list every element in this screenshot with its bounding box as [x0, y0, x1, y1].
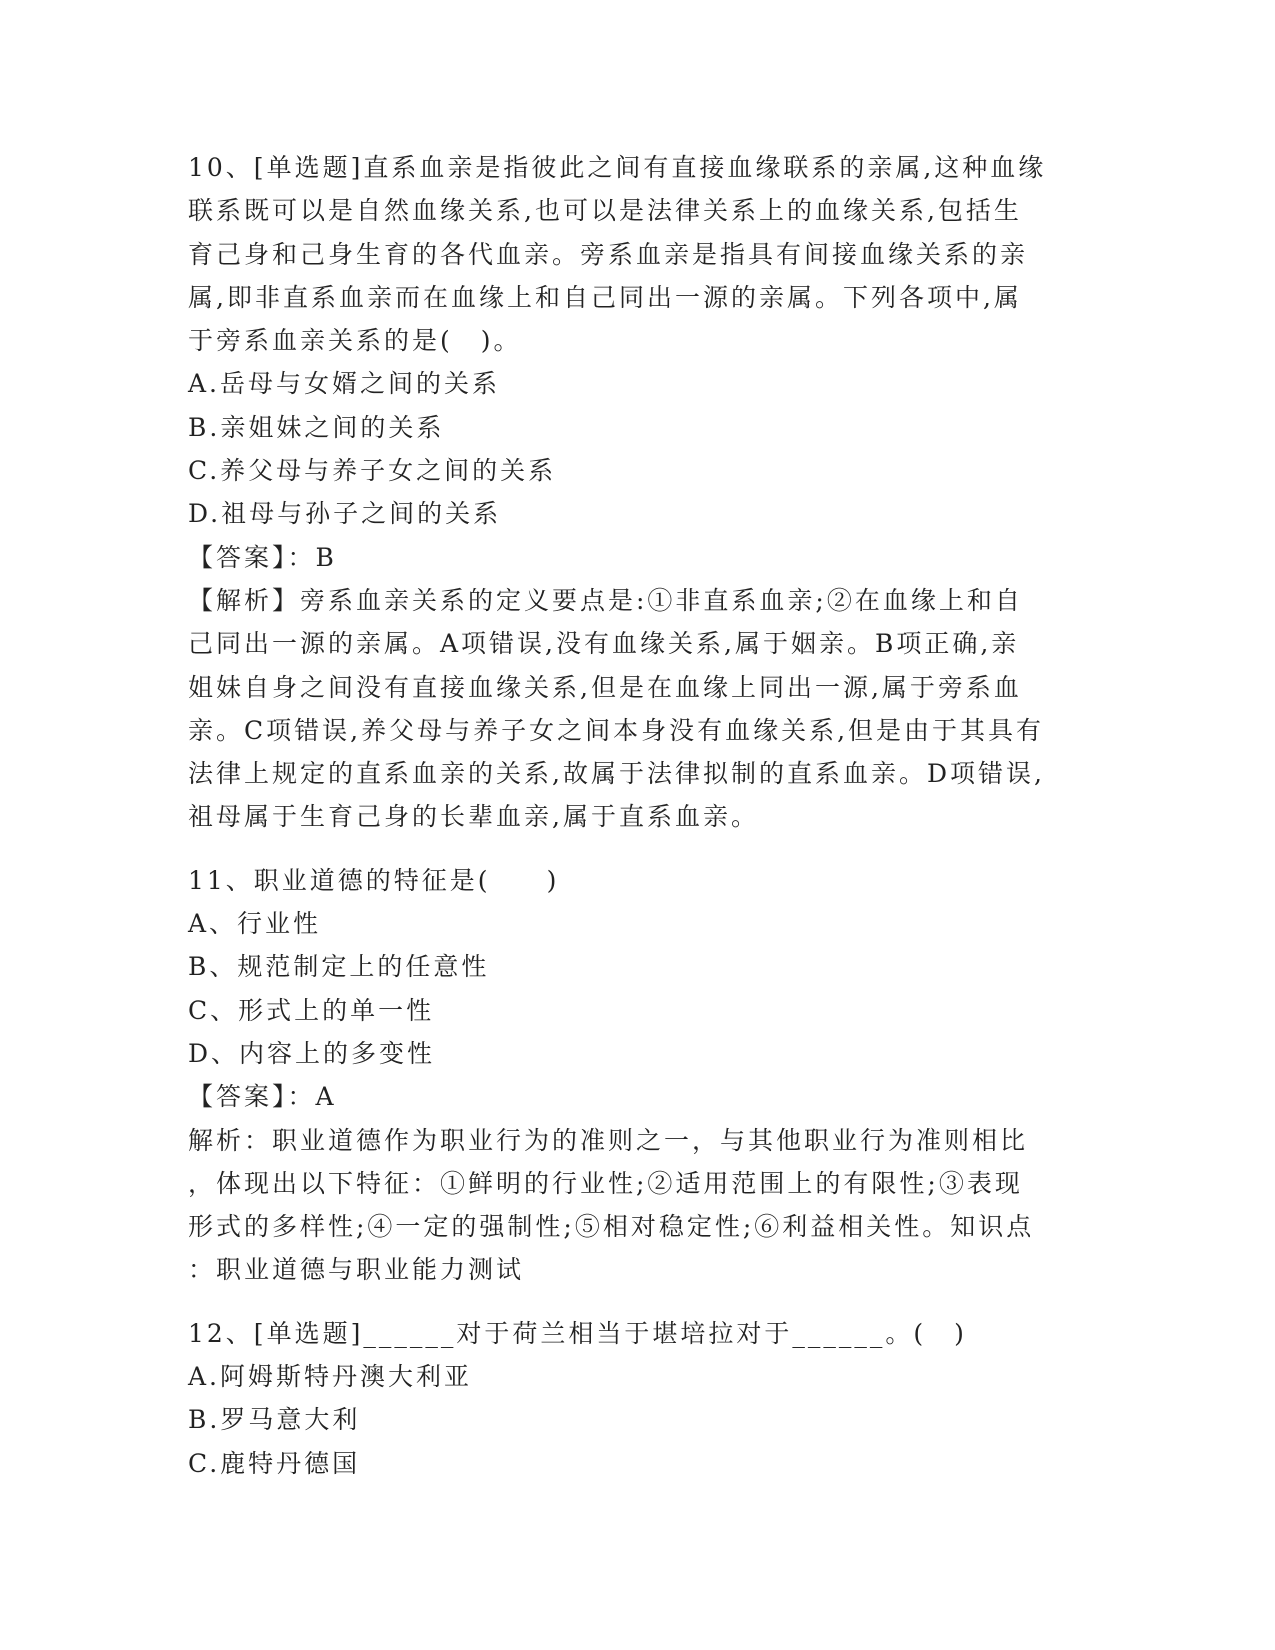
question-10 [188, 146, 1088, 839]
question-10-analysis-line-5: 法律上规定的直系血亲的关系,故属于法律拟制的直系血亲。D项错误, [188, 759, 1045, 789]
question-11-option-c: C、形式上的单一性 [188, 995, 435, 1025]
question-10-option-d: D.祖母与孙子之间的关系 [188, 499, 502, 529]
question-10-option-a: A.岳母与女婿之间的关系 [188, 369, 501, 399]
question-11-analysis-line-1: 解析：职业道德作为职业行为的准则之一，与其他职业行为准则相比 [188, 1125, 1029, 1155]
question-11-stem-line-1: 11、职业道德的特征是( ) [188, 865, 560, 895]
question-12-option-b: B.罗马意大利 [188, 1405, 361, 1435]
question-11-analysis-line-2: ，体现出以下特征：①鲜明的行业性;②适用范围上的有限性;③表现 [188, 1168, 1023, 1198]
question-12 [188, 1312, 1088, 1485]
question-11-option-b: B、规范制定上的任意性 [188, 952, 490, 982]
question-10-analysis-line-2: 己同出一源的亲属。A项错误,没有血缘关系,属于姻亲。B项正确,亲 [188, 629, 1020, 659]
question-11-answer: 【答案】：A [188, 1082, 337, 1112]
question-11-option-d: D、内容上的多变性 [188, 1038, 436, 1068]
question-11 [188, 859, 1088, 1292]
question-10-stem-line-2: 联系既可以是自然血缘关系,也可以是法律关系上的血缘关系,包括生 [188, 196, 1022, 226]
question-11-option-a: A、行业性 [188, 909, 322, 939]
question-11-analysis-line-3: 形式的多样性;④一定的强制性;⑤相对稳定性;⑥利益相关性。知识点 [188, 1212, 1035, 1242]
question-10-analysis-line-4: 亲。C项错误,养父母与养子女之间本身没有血缘关系,但是由于其具有 [188, 715, 1045, 745]
question-10-stem-line-3: 育己身和己身生育的各代血亲。旁系血亲是指具有间接血缘关系的亲 [188, 239, 1029, 269]
question-11-analysis-line-4: ：职业道德与职业能力测试 [188, 1255, 525, 1285]
question-12-option-c: C.鹿特丹德国 [188, 1448, 361, 1478]
question-12-stem-line-1: 12、[单选题]______对于荷兰相当于堪培拉对于______。( ) [188, 1318, 967, 1348]
question-10-analysis-line-6: 祖母属于生育己身的长辈血亲,属于直系血亲。 [188, 802, 759, 832]
question-10-analysis-line-3: 姐妹自身之间没有直接血缘关系,但是在血缘上同出一源,属于旁系血 [188, 672, 1022, 702]
document-page [188, 146, 1088, 1485]
question-10-answer: 【答案】：B [188, 542, 337, 572]
question-10-analysis-line-1: 【解析】旁系血亲关系的定义要点是:①非直系血亲;②在血缘上和自 [188, 585, 1023, 615]
question-10-option-b: B.亲姐妹之间的关系 [188, 412, 445, 442]
question-10-stem-line-1: 10、[单选题]直系血亲是指彼此之间有直接血缘联系的亲属,这种血缘 [188, 153, 1047, 182]
question-spacer [188, 1292, 1088, 1312]
question-10-stem-line-5: 于旁系血亲关系的是( )。 [188, 326, 522, 356]
question-12-option-a: A.阿姆斯特丹澳大利亚 [188, 1362, 473, 1392]
question-10-option-c: C.养父母与养子女之间的关系 [188, 456, 557, 486]
question-10-stem-line-4: 属,即非直系血亲而在血缘上和自己同出一源的亲属。下列各项中,属 [188, 282, 1022, 312]
question-spacer [188, 839, 1088, 859]
